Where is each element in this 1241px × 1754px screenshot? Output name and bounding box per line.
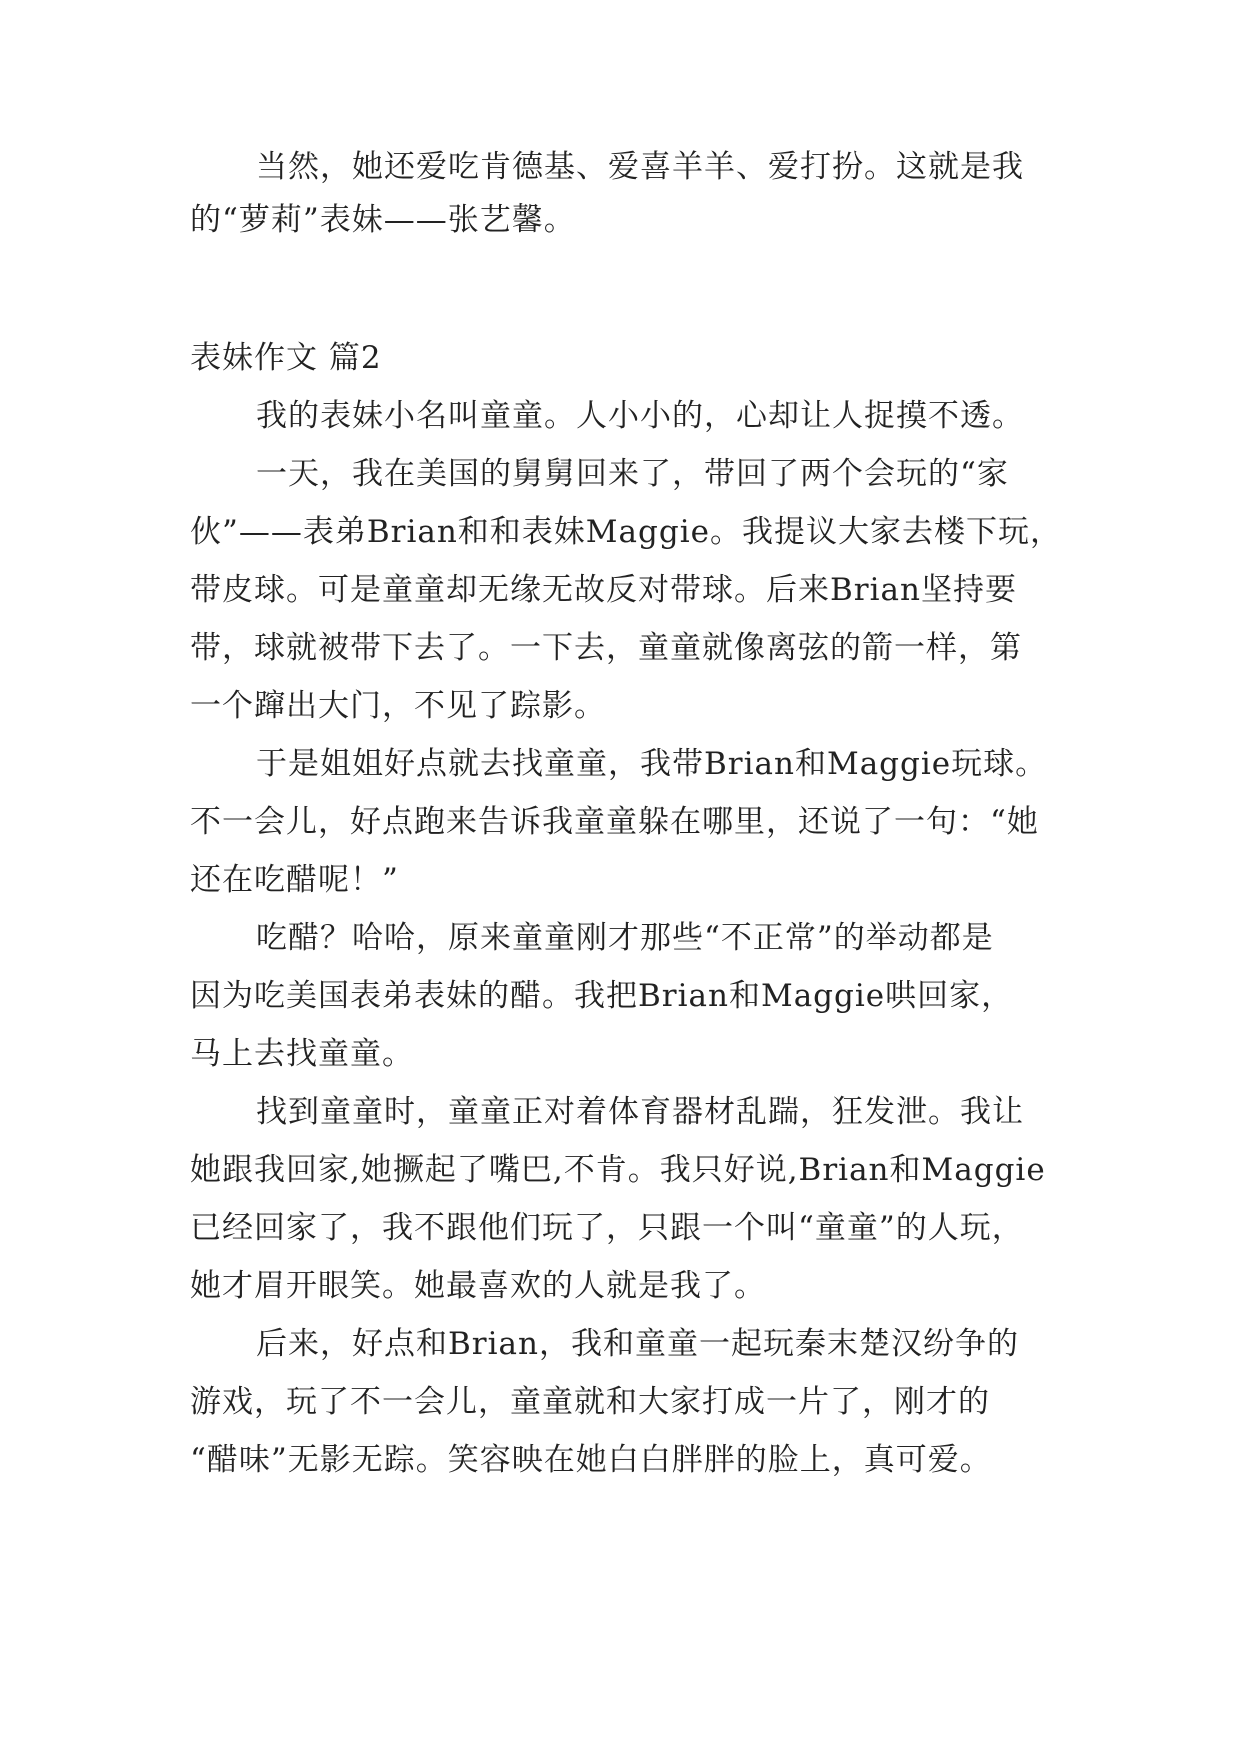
paragraph-5-line-3: 马上去找童童。 xyxy=(190,1036,414,1072)
paragraph-4-line-3: 还在吃醋呢！” xyxy=(190,862,399,898)
paragraph-5-line-1: 吃醋？哈哈，原来童童刚才那些“不正常”的举动都是 xyxy=(256,920,994,956)
paragraph-7-line-2: 游戏，玩了不一会儿，童童就和大家打成一片了，刚才的 xyxy=(190,1384,990,1420)
section-heading: 表妹作文 篇2 xyxy=(190,340,382,376)
paragraph-4-line-2: 不一会儿，好点跑来告诉我童童躲在哪里，还说了一句：“她 xyxy=(190,804,1039,840)
paragraph-3-line-5: 一个蹿出大门，不见了踪影。 xyxy=(190,688,606,724)
paragraph-7-line-3: “醋味”无影无踪。笑容映在她白白胖胖的脸上，真可爱。 xyxy=(190,1442,992,1478)
paragraph-2-line-1: 我的表妹小名叫童童。人小小的，心却让人捉摸不透。 xyxy=(256,398,1024,434)
paragraph-4-line-1: 于是姐姐好点就去找童童，我带Brian和Maggie玩球。 xyxy=(256,746,1048,782)
paragraph-1-line-2: 的“萝莉”表妹——张艺馨。 xyxy=(190,202,576,238)
paragraph-3-line-1: 一天，我在美国的舅舅回来了，带回了两个会玩的“家 xyxy=(256,456,1009,492)
paragraph-3-line-2: 伙”——表弟Brian和和表妹Maggie。我提议大家去楼下玩， xyxy=(190,514,1062,550)
paragraph-7-line-1: 后来，好点和Brian，我和童童一起玩秦末楚汉纷争的 xyxy=(256,1326,1019,1362)
paragraph-5-line-2: 因为吃美国表弟表妹的醋。我把Brian和Maggie哄回家， xyxy=(190,978,1014,1014)
paragraph-6-line-1: 找到童童时，童童正对着体育器材乱踹，狂发泄。我让 xyxy=(256,1094,1024,1130)
paragraph-6-line-3: 已经回家了，我不跟他们玩了，只跟一个叫“童童”的人玩， xyxy=(190,1210,1024,1246)
paragraph-3-line-3: 带皮球。可是童童却无缘无故反对带球。后来Brian坚持要 xyxy=(190,572,1017,608)
paragraph-6-line-4: 她才眉开眼笑。她最喜欢的人就是我了。 xyxy=(190,1268,766,1304)
paragraph-1-line-1: 当然，她还爱吃肯德基、爱喜羊羊、爱打扮。这就是我 xyxy=(256,149,1024,185)
paragraph-3-line-4: 带，球就被带下去了。一下去，童童就像离弦的箭一样，第 xyxy=(190,630,1022,666)
paragraph-6-line-2: 她跟我回家,她撅起了嘴巴,不肯。我只好说,Brian和Maggie xyxy=(190,1152,1046,1188)
